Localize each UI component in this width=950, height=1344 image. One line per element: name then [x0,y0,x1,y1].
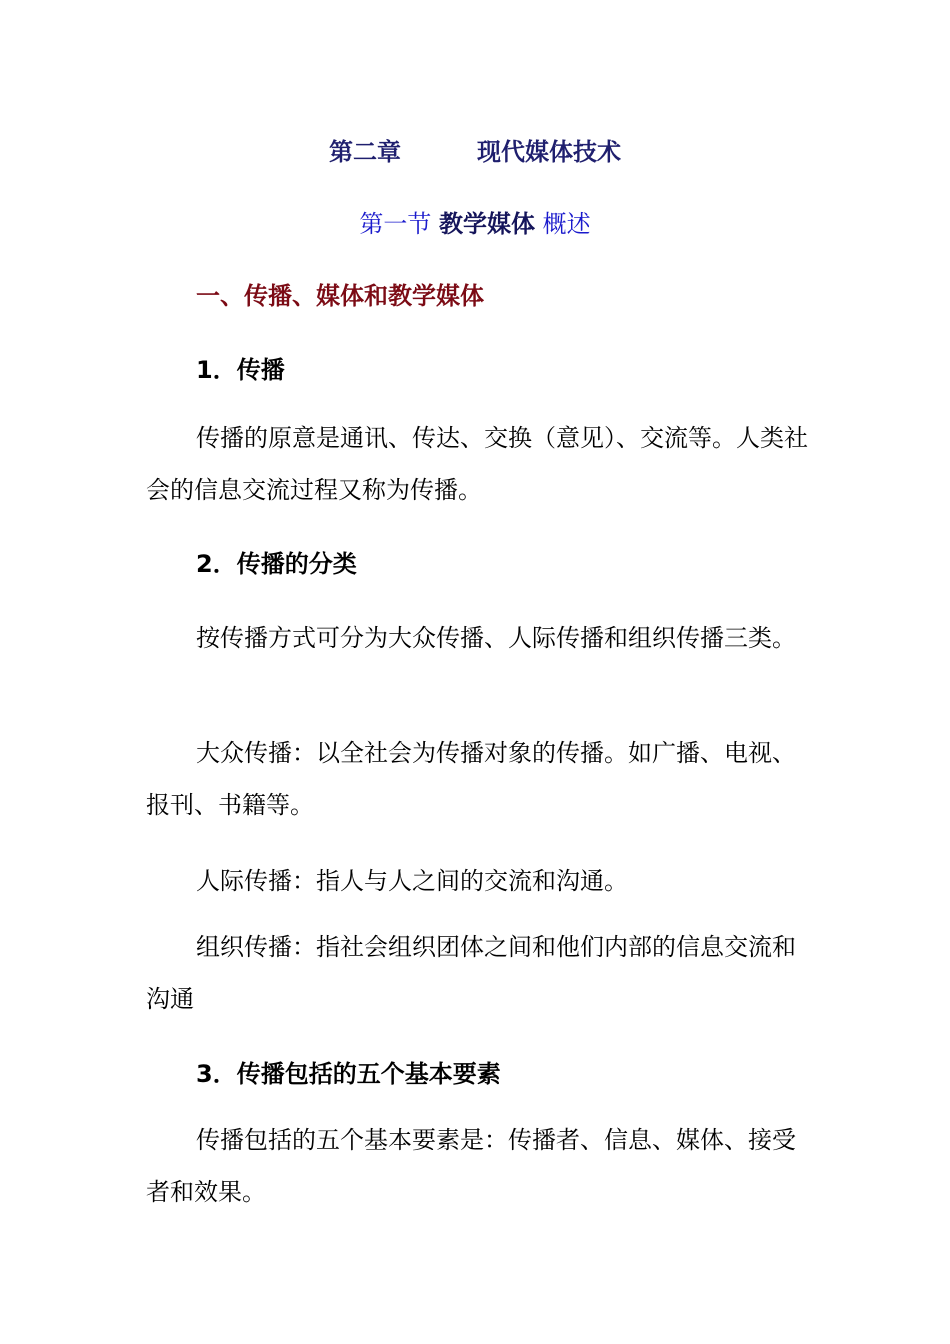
heading-item-2: 2．传播的分类 [196,550,357,578]
section-middle: 教学媒体 [439,210,535,238]
paragraph-item-3: 传播包括的五个基本要素是：传播者、信息、媒体、接受者和效果。 [146,1126,796,1206]
heading-level-1: 一、传播、媒体和教学媒体 [196,282,484,310]
section-prefix: 第一节 [359,210,432,238]
paragraph-classification: 按传播方式可分为大众传播、人际传播和组织传播三类。 [196,624,796,652]
section-title [0,204,950,239]
chapter-title [0,132,950,167]
paragraph-mass-communication: 大众传播：以全社会为传播对象的传播。如广播、电视、报刊、书籍等。 [146,739,796,819]
heading-item-3: 3．传播包括的五个基本要素 [196,1060,501,1088]
chapter-name: 现代媒体技术 [477,138,621,166]
chapter-number: 第二章 [329,138,401,166]
paragraph-organizational-communication: 组织传播：指社会组织团体之间和他们内部的信息交流和沟通 [146,933,796,1013]
paragraph-interpersonal-communication: 人际传播：指人与人之间的交流和沟通。 [196,867,628,895]
heading-item-1: 1．传播 [196,356,285,384]
paragraph-item-1: 传播的原意是通讯、传达、交换（意见）、交流等。人类社会的信息交流过程又称为传播。 [146,424,808,504]
section-suffix: 概述 [542,210,591,238]
